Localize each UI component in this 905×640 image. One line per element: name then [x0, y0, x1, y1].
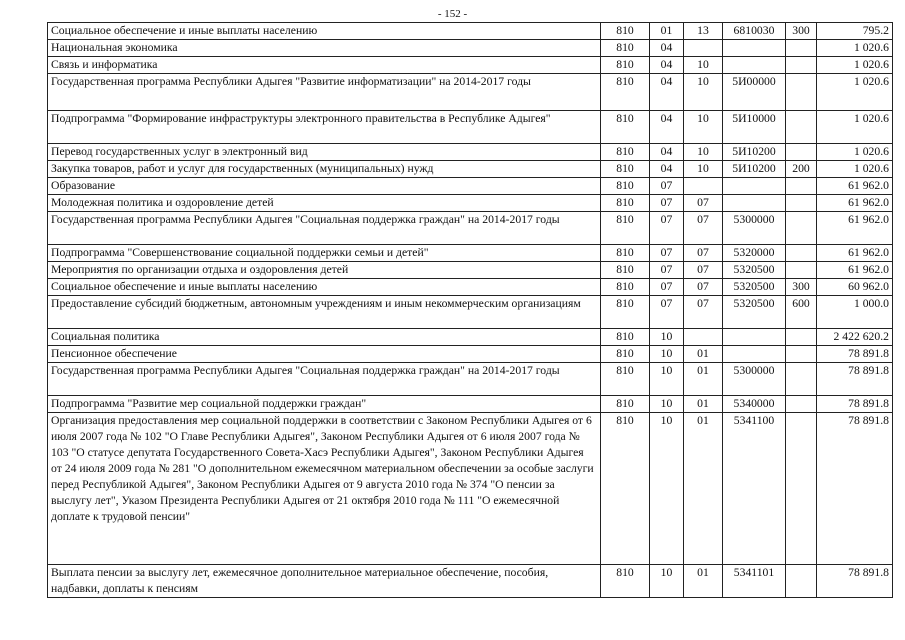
- table-row: [48, 396, 893, 413]
- row-sum: 78 891.8: [817, 346, 893, 363]
- row-rz: 07: [650, 195, 684, 212]
- row-gr: 810: [601, 396, 650, 413]
- table-row: [48, 57, 893, 74]
- row-gr: 810: [601, 346, 650, 363]
- row-gr: 810: [601, 363, 650, 396]
- row-pr: 07: [684, 195, 723, 212]
- row-rz: 10: [650, 565, 684, 598]
- row-vr: [786, 178, 817, 195]
- table-row: [48, 212, 893, 245]
- row-gr: 810: [601, 565, 650, 598]
- row-pr: 01: [684, 346, 723, 363]
- row-name: Социальное обеспечение и иные выплаты населению: [48, 23, 601, 40]
- row-vr: [786, 212, 817, 245]
- row-cs: 5И10200: [723, 144, 786, 161]
- row-sum: 2 422 620.2: [817, 329, 893, 346]
- row-name: Связь и информатика: [48, 57, 601, 74]
- row-gr: 810: [601, 413, 650, 565]
- row-gr: 810: [601, 296, 650, 329]
- row-vr: [786, 396, 817, 413]
- row-rz: 04: [650, 74, 684, 111]
- row-gr: 810: [601, 144, 650, 161]
- row-name: Мероприятия по организации отдыха и оздоровления детей: [48, 262, 601, 279]
- row-sum: 61 962.0: [817, 178, 893, 195]
- row-vr: [786, 57, 817, 74]
- row-rz: 07: [650, 262, 684, 279]
- row-name: Социальная политика: [48, 329, 601, 346]
- row-cs: 5300000: [723, 212, 786, 245]
- row-gr: 810: [601, 161, 650, 178]
- row-sum: 61 962.0: [817, 212, 893, 245]
- row-cs: 5320500: [723, 262, 786, 279]
- row-rz: 10: [650, 363, 684, 396]
- table-row: [48, 565, 893, 598]
- row-pr: 01: [684, 413, 723, 565]
- page-number: - 152 -: [437, 8, 468, 20]
- row-cs: [723, 178, 786, 195]
- row-vr: [786, 262, 817, 279]
- row-cs: 5320500: [723, 296, 786, 329]
- row-name: Социальное обеспечение и иные выплаты населению: [48, 279, 601, 296]
- row-pr: 10: [684, 144, 723, 161]
- row-rz: 07: [650, 279, 684, 296]
- row-rz: 04: [650, 161, 684, 178]
- row-gr: 810: [601, 279, 650, 296]
- row-cs: 5И10000: [723, 111, 786, 144]
- row-pr: 07: [684, 296, 723, 329]
- row-pr: [684, 40, 723, 57]
- row-name: Государственная программа Республики Адыгея "Социальная поддержка граждан" на 2014-2017 годы: [48, 363, 601, 396]
- row-rz: 10: [650, 329, 684, 346]
- table-row: [48, 245, 893, 262]
- row-cs: [723, 329, 786, 346]
- table-row: [48, 195, 893, 212]
- table-row: [48, 262, 893, 279]
- table-row: [48, 413, 893, 565]
- row-sum: 78 891.8: [817, 396, 893, 413]
- row-cs: 5И10200: [723, 161, 786, 178]
- row-sum: 61 962.0: [817, 245, 893, 262]
- table-row: [48, 111, 893, 144]
- row-cs: 5341100: [723, 413, 786, 565]
- row-sum: 61 962.0: [817, 262, 893, 279]
- row-name: Пенсионное обеспечение: [48, 346, 601, 363]
- row-vr: 200: [786, 161, 817, 178]
- row-sum: 1 020.6: [817, 40, 893, 57]
- row-name: Перевод государственных услуг в электронный вид: [48, 144, 601, 161]
- row-gr: 810: [601, 23, 650, 40]
- row-rz: 04: [650, 40, 684, 57]
- row-pr: [684, 178, 723, 195]
- row-gr: 810: [601, 212, 650, 245]
- row-name: Организация предоставления мер социальной поддержки в соответствии с Законом Республики Адыгея от 6 июля 2007 года № 102 "О Главе Республики Адыгея", Законом Республики Адыгея от 6 июля 2007 года № 103 "О статусе депутата Государственного Совета-Хасэ Республики Адыгея", Законом Республики Адыгея от 24 июля 2009 года № 281 "О дополнительном ежемесячном материальном обеспечении за особые заслуги перед Республикой Адыгея", Законом Республики Адыгея от 9 августа 2010 года № 374 "О пенсии за выслугу лет", Указом Президента Республики Адыгея от 21 октября 2010 года № 111 "О ежемесячной доплате к трудовой пенсии": [48, 413, 601, 565]
- row-sum: 78 891.8: [817, 363, 893, 396]
- row-rz: 10: [650, 396, 684, 413]
- row-sum: 1 020.6: [817, 57, 893, 74]
- row-cs: 5320000: [723, 245, 786, 262]
- row-vr: [786, 245, 817, 262]
- row-sum: 1 020.6: [817, 144, 893, 161]
- row-vr: [786, 144, 817, 161]
- table-row: [48, 329, 893, 346]
- row-sum: 795.2: [817, 23, 893, 40]
- row-cs: 5И00000: [723, 74, 786, 111]
- table-row: [48, 144, 893, 161]
- row-vr: [786, 40, 817, 57]
- table-row: [48, 296, 893, 329]
- table-row: [48, 346, 893, 363]
- table-row: [48, 74, 893, 111]
- row-pr: 07: [684, 262, 723, 279]
- row-name: Молодежная политика и оздоровление детей: [48, 195, 601, 212]
- row-pr: 07: [684, 279, 723, 296]
- row-gr: 810: [601, 195, 650, 212]
- row-name: Государственная программа Республики Адыгея "Развитие информатизации" на 2014-2017 годы: [48, 74, 601, 111]
- row-gr: 810: [601, 329, 650, 346]
- row-pr: [684, 329, 723, 346]
- row-cs: 5300000: [723, 363, 786, 396]
- row-rz: 10: [650, 346, 684, 363]
- row-vr: [786, 413, 817, 565]
- row-name: Предоставление субсидий бюджетным, автономным учреждениям и иным некоммерческим организациям: [48, 296, 601, 329]
- row-pr: 07: [684, 245, 723, 262]
- row-sum: 1 000.0: [817, 296, 893, 329]
- table-row: [48, 363, 893, 396]
- row-name: Выплата пенсии за выслугу лет, ежемесячное дополнительное материальное обеспечение, пособия, надбавки, доплаты к пенсиям: [48, 565, 601, 598]
- row-vr: [786, 329, 817, 346]
- row-rz: 01: [650, 23, 684, 40]
- table-row: [48, 279, 893, 296]
- table-row: [48, 23, 893, 40]
- row-cs: [723, 40, 786, 57]
- row-sum: 78 891.8: [817, 565, 893, 598]
- row-pr: 10: [684, 74, 723, 111]
- row-pr: 10: [684, 57, 723, 74]
- row-rz: 04: [650, 144, 684, 161]
- row-pr: 10: [684, 161, 723, 178]
- row-cs: 6810030: [723, 23, 786, 40]
- row-rz: 07: [650, 178, 684, 195]
- row-gr: 810: [601, 178, 650, 195]
- row-gr: 810: [601, 57, 650, 74]
- table-row: [48, 161, 893, 178]
- row-vr: [786, 565, 817, 598]
- row-name: Государственная программа Республики Адыгея "Социальная поддержка граждан" на 2014-2017 годы: [48, 212, 601, 245]
- row-pr: 13: [684, 23, 723, 40]
- row-rz: 10: [650, 413, 684, 565]
- row-pr: 01: [684, 363, 723, 396]
- row-vr: 300: [786, 279, 817, 296]
- row-cs: 5340000: [723, 396, 786, 413]
- row-sum: 78 891.8: [817, 413, 893, 565]
- row-pr: 01: [684, 396, 723, 413]
- row-rz: 04: [650, 57, 684, 74]
- table-row: [48, 40, 893, 57]
- row-cs: 5320500: [723, 279, 786, 296]
- row-vr: 300: [786, 23, 817, 40]
- row-vr: [786, 346, 817, 363]
- row-gr: 810: [601, 111, 650, 144]
- row-vr: [786, 195, 817, 212]
- row-name: Подпрограмма "Развитие мер социальной поддержки граждан": [48, 396, 601, 413]
- row-sum: 1 020.6: [817, 111, 893, 144]
- row-name: Национальная экономика: [48, 40, 601, 57]
- row-cs: [723, 346, 786, 363]
- row-cs: 5341101: [723, 565, 786, 598]
- row-cs: [723, 57, 786, 74]
- table-row: [48, 178, 893, 195]
- row-pr: 07: [684, 212, 723, 245]
- row-name: Подпрограмма "Совершенствование социальной поддержки семьи и детей": [48, 245, 601, 262]
- row-pr: 10: [684, 111, 723, 144]
- row-rz: 04: [650, 111, 684, 144]
- row-vr: [786, 363, 817, 396]
- row-sum: 1 020.6: [817, 161, 893, 178]
- row-vr: [786, 111, 817, 144]
- row-rz: 07: [650, 296, 684, 329]
- row-sum: 61 962.0: [817, 195, 893, 212]
- row-cs: [723, 195, 786, 212]
- row-pr: 01: [684, 565, 723, 598]
- row-name: Подпрограмма "Формирование инфраструктуры электронного правительства в Республике Адыгея": [48, 111, 601, 144]
- row-rz: 07: [650, 212, 684, 245]
- row-sum: 60 962.0: [817, 279, 893, 296]
- row-name: Закупка товаров, работ и услуг для государственных (муниципальных) нужд: [48, 161, 601, 178]
- row-sum: 1 020.6: [817, 74, 893, 111]
- row-rz: 07: [650, 245, 684, 262]
- row-gr: 810: [601, 40, 650, 57]
- budget-table: [47, 22, 893, 598]
- row-gr: 810: [601, 74, 650, 111]
- row-gr: 810: [601, 262, 650, 279]
- row-vr: 600: [786, 296, 817, 329]
- row-vr: [786, 74, 817, 111]
- row-gr: 810: [601, 245, 650, 262]
- row-name: Образование: [48, 178, 601, 195]
